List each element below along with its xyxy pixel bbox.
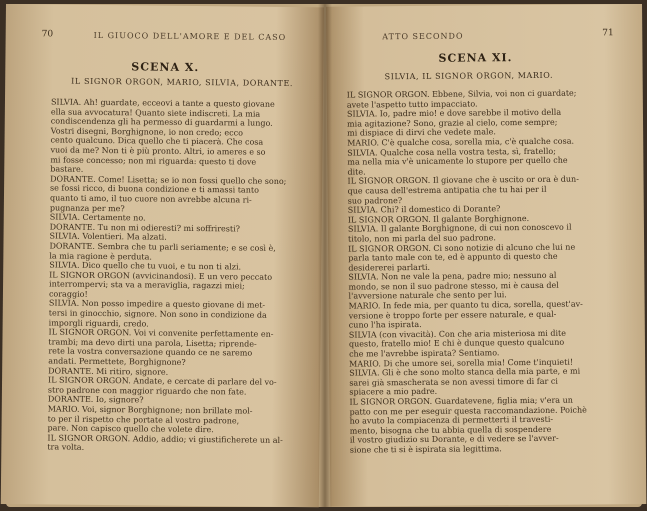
text-line: rete la vostra conversazione quando ce ne saremo (48, 346, 253, 359)
book-spread (6, 4, 642, 507)
left-scene-characters: IL SIGNOR ORGON, MARIO, SILVIA, DORANTE. (71, 76, 294, 89)
text-line: mia agitazione? Sono, grazie al cielo, come sempre; (346, 117, 558, 129)
text-line: IL SIGNOR ORGON. Addio, addio; vi giustificherete un al- (47, 433, 283, 445)
text-line: MARIO. In fede mia, per quanto tu dica, sorella, quest'av- (348, 299, 583, 311)
text-line: DORANTE. Io, signore? (47, 394, 144, 405)
text-line: SILVIA. Io, padre mio! e dove sarebbe il motivo della (346, 107, 562, 119)
text-line: ma nella mia v'è unicamente lo stupore per quello che (347, 155, 568, 167)
text-line: patto con me per eseguir questa raccomandazione. Poichè (349, 405, 587, 417)
right-scene-characters: SILVIA, IL SIGNOR ORGON, MARIO. (384, 70, 554, 82)
text-line: MARIO. C'è qualche cosa, sorella mia, c'è qualche cosa. (347, 136, 575, 148)
text-line: titolo, non mi parla del suo padrone. (348, 233, 496, 244)
text-line: cuno l'ha ispirata. (348, 320, 422, 330)
text-line: interrompervi; sta va a meraviglia, ragazzi miei; (49, 279, 245, 291)
text-line: mento, bisogna che tu abbia quella di sospendere (349, 424, 552, 436)
right-running-head: ATTO SECONDO (382, 31, 464, 42)
text-line: DORANTE. Come! Lisetta; se io non fossi quello che sono; (50, 174, 287, 186)
text-line: SILVIA. Qualche cosa nella vostra testa, sì, fratello; (347, 146, 556, 158)
text-line: mi fosse concesso; non mi riguarda: questo ti dove (50, 155, 257, 167)
text-line: suo padrone? (347, 195, 403, 206)
right-page (326, 4, 646, 507)
left-scene-title: SCENA X. (131, 60, 200, 75)
text-line: MARIO. Di che umore sei, sorella mia! Come t'inquieti! (349, 357, 574, 369)
text-line: SILVIA. Chi? il domestico di Dorante? (347, 204, 501, 215)
text-line: SILVIA. Non posso impedire a questo giovane di met- (48, 298, 266, 311)
text-line: la mia ragione è perduta. (49, 250, 153, 262)
text-line: se fossi ricco, di buona condizione e ti amassi tanto (50, 183, 259, 196)
text-line: IL SIGNOR ORGON. Voi vi convenite perfettamente en- (48, 327, 274, 340)
text-line: pugnanza per me? (49, 203, 125, 213)
text-line: l'avversione naturale che sento per lui. (348, 290, 507, 302)
text-line: IL SIGNOR ORGON. Il giovane che è uscito or ora è dun- (347, 174, 579, 186)
text-line: ella sua avvocatura! Quanto siete indiscreti. La mia (50, 107, 261, 119)
text-line: mondo, se non il suo padrone stesso, mi è causa del (348, 280, 559, 292)
book-gutter (318, 4, 332, 507)
text-line: SILVIA. Gli è che sono molto stanca della mia parte, e mi (349, 366, 581, 378)
text-line: imporgli riguardi, credo. (48, 318, 149, 329)
text-line: sione che ti si è ispirata sia legittima. (349, 444, 502, 455)
text-line: dite. (347, 167, 366, 177)
left-page (1, 4, 324, 507)
text-line: IL SIGNOR ORGON. Guardatevene, figlia mia; v'era un (349, 395, 573, 407)
text-line: parla tanto male con te, ed è appunto di questo che (348, 251, 558, 263)
text-line: SILVIA. Volentieri. Ma alzati. (49, 231, 167, 243)
text-line: avete l'aspetto tutto impacciato. (346, 99, 478, 110)
text-line: DORANTE. Tu non mi odieresti? mi soffriresti? (49, 222, 241, 234)
text-line: quanto ti amo, il tuo cuore non avrebbe alcuna ri- (49, 193, 252, 205)
left-dialogue-text (47, 97, 289, 454)
text-line: IL SIGNOR ORGON. Ci sono notizie di alcuno che lui ne (348, 242, 576, 254)
text-line: Vostri disegni, Borghignone, io non credo; ecco (50, 126, 243, 138)
text-line: il vostro giudizio su Dorante, e di vedere se l'avver- (349, 434, 559, 445)
right-scene-title: SCENA XI. (438, 51, 513, 65)
text-line: sarei già smascherata se non avessi timore di far ci (349, 376, 558, 388)
text-line: mi dispiace di dirvi che vedete male. (347, 127, 496, 138)
text-line: SILVIA. Dico quello che tu vuoi, e tu non ti alzi. (49, 260, 242, 272)
text-line: questo, fratello mio! E chi è dunque questo qualcuno (348, 338, 565, 350)
right-page-number: 71 (602, 28, 614, 39)
text-line: IL SIGNOR ORGON. Andate, e cercate di parlare del vo- (48, 375, 277, 388)
text-line: che me l'avrebbe ispirata? Sentiamo. (349, 348, 500, 359)
text-line: versione è troppo forte per essere naturale, e qual- (348, 309, 557, 321)
text-line: tra volta. (47, 442, 85, 453)
text-line: pare. Non capisco quello che volete dire. (47, 423, 214, 435)
text-line: DORANTE. Sembra che tu parli seriamente; e se così è, (49, 241, 276, 253)
text-line: condiscendenza gli ha permesso di guardarmi a lungo. (50, 116, 273, 128)
text-line: IL SIGNOR ORGON. Il galante Borghignone. (347, 213, 530, 225)
text-line: SILVIA. Il galante Borghignone, di cui non conoscevo il (347, 222, 572, 234)
left-page-number: 70 (41, 29, 54, 40)
text-line: desidererei parlarti. (348, 262, 431, 273)
text-line: to per il rispetto che portate al vostro padrone, (47, 414, 240, 426)
right-dialogue-text (347, 88, 596, 455)
text-line: tersi in ginocchio, signore. Non sono in condizione da (48, 308, 267, 320)
text-line: stro padrone con maggior riguardo che non fate. (47, 385, 247, 397)
text-line: ho avuto la compiacenza di permetterti il travesti- (349, 414, 554, 426)
text-line: SILVIA (con vivacità). Con che aria misteriosa mi dite (348, 328, 567, 340)
text-line: MARIO. Voi, signor Borghignone; non brillate mol- (47, 404, 253, 416)
text-line: vuoi da me? Non ti è più pronto. Altri, io ameres e so (50, 145, 266, 157)
text-line: SILVIA. Ah! guardate, ecceovi a tante a questo giovane (50, 97, 275, 109)
text-line: IL SIGNOR ORGON. Ebbene, Silvia, voi non ci guardate; (346, 88, 577, 100)
text-line: trambi; ma devo dirti una parola, Lisetta; riprende- (48, 337, 257, 349)
left-running-head: IL GIUOCO DELL'AMORE E DEL CASO (93, 30, 287, 42)
text-line: SILVIA. Certamente no. (49, 212, 146, 223)
text-line: SILVIA. Non ne vale la pena, padre mio; nessuno al (348, 271, 557, 282)
text-line: cento qualcuno. Dica quello che ti piacerà. Che cosa (50, 135, 264, 148)
text-line: andati. Permettete, Borghignone? (48, 356, 186, 367)
text-line: spiacere a mio padre. (349, 387, 438, 397)
text-line: coraggio! (48, 289, 88, 299)
text-line: bastare. (50, 164, 84, 174)
text-line: que causa dell'estrema antipatia che tu hai per il (347, 184, 547, 196)
text-line: DORANTE. Mi ritiro, signore. (48, 366, 169, 377)
text-line: IL SIGNOR ORGON (avvicinandosi). E un vero peccato (49, 270, 273, 282)
